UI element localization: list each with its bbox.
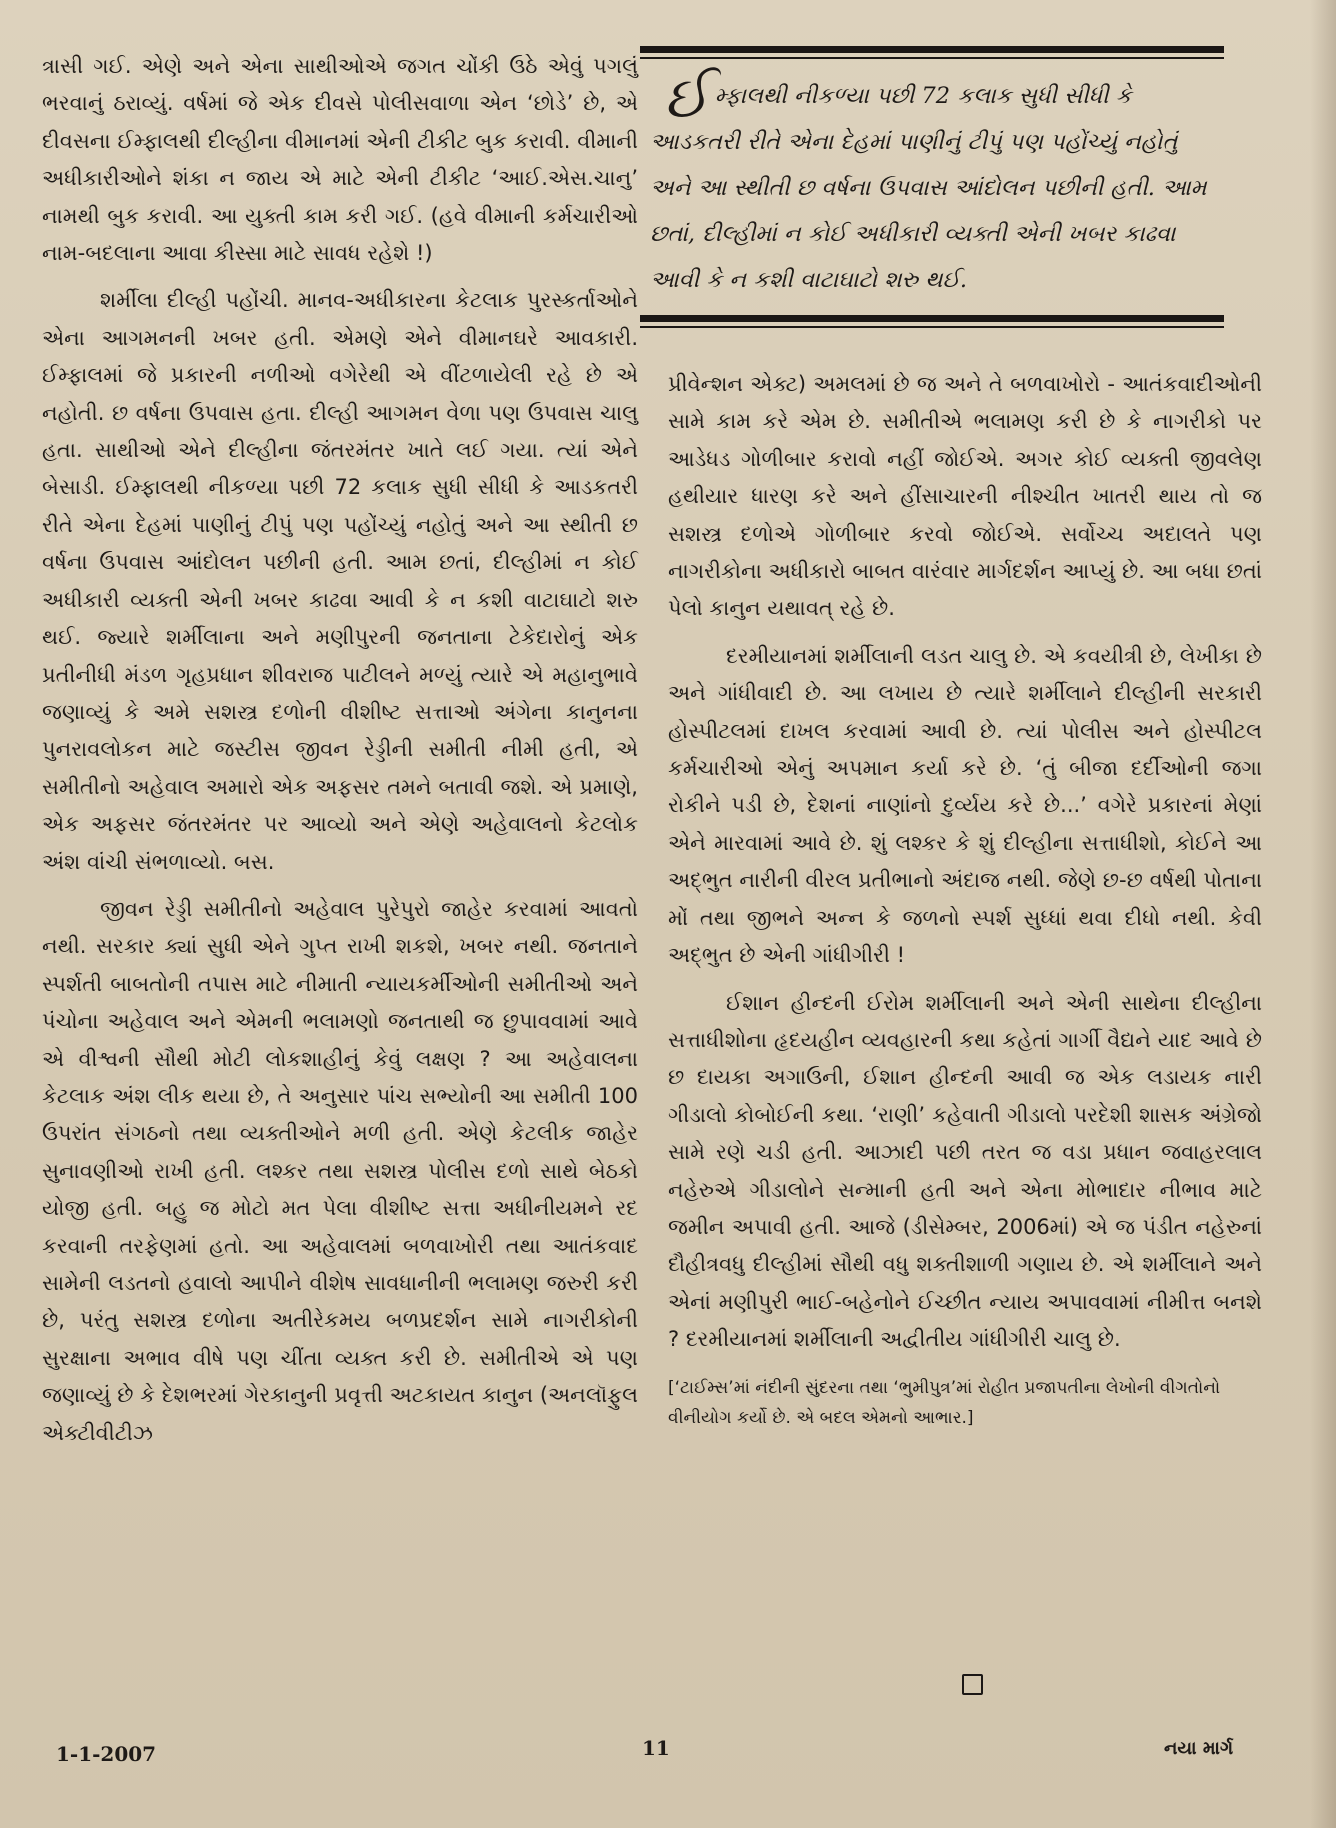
pull-quote-top-thin-rule <box>640 57 1224 59</box>
right-column <box>668 366 1262 1433</box>
magazine-title: નયા માર્ગ <box>1164 1738 1234 1759</box>
pull-quote-box <box>640 46 1224 328</box>
pull-quote-text: મ્ફાલથી નીકળ્યા પછી 72 કલાક સુધી સીધી કે આડકતરી રીતે એના દેહમાં પાણીનું ટીપું પણ પહોંચ્યું નહોતું અને આ સ્થીતી છ વર્ષના ઉપવાસ આંદોલન પછીની હતી. આમ છતાં, દીલ્હીમાં ન કોઈ અધીકારી વ્યક્તી એની ખબર કાઢવા આવી કે ન કશી વાટાઘાટો શરુ થઈ. <box>650 83 1207 293</box>
article-paragraph: જીવન રેડ્ડી સમીતીનો અહેવાલ પુરેપુરો જાહેર કરવામાં આવતો નથી. સરકાર ક્યાં સુધી એને ગુપ્ત રાખી શકશે, ખબર નથી. જનતાને સ્પર્શતી બાબતોની તપાસ માટે નીમાતી ન્યાયકર્મીઓની સમીતીઓ અને પંચોના અહેવાલ અને એમની ભલામણો જનતાથી જ છુપાવવામાં આવે એ વીશ્વની સૌથી મોટી લોકશાહીનું કેવું લક્ષણ ? આ અહેવાલના કેટલાક અંશ લીક થયા છે, તે અનુસાર પાંચ સભ્યોની આ સમીતી 100 ઉપરાંત સંગઠનો તથા વ્યક્તીઓને મળી હતી. એણે કેટલીક જાહેર સુનાવણીઓ રાખી હતી. લશ્કર તથા સશસ્ત્ર પોલીસ દળો સાથે બેઠકો યોજી હતી. બહુ જ મોટો મત પેલા વીશીષ્ટ સત્તા અધીનીયમને રદ કરવાની તરફેણમાં હતો. આ અહેવાલમાં બળવાખોરી તથા આતંકવાદ સામેની લડતનો હવાલો આપીને વીશેષ સાવધાનીની ભલામણ જરુરી કરી છે, પરંતુ સશસ્ત્ર દળોના અતીરેકમય બળપ્રદર્શન સામે નાગરીકોની સુરક્ષાના અભાવ વીષે પણ ચીંતા વ્યક્ત કરી છે. સમીતીએ એ પણ જણાવ્યું છે કે દેશભરમાં ગેરકાનુની પ્રવૃત્તી અટકાયત કાનુન (અનલૉફુલ એક્ટીવીટીઝ <box>42 896 638 1445</box>
pull-quote <box>640 63 1224 303</box>
issue-date: 1-1-2007 <box>56 1742 157 1766</box>
pull-quote-dropcap: ઈ <box>664 63 709 131</box>
article-paragraph: ત્રાસી ગઈ. એણે અને એના સાથીઓએ જગત ચોંકી ઉઠે એવું પગલું ભરવાનું ઠરાવ્યું. વર્ષમાં જે એક દીવસે પોલીસવાળા એન ‘છોડે’ છે, એ દીવસના ઈમ્ફાલથી દીલ્હીના વીમાનમાં એની ટીકીટ બુક કરાવી. વીમાની અધીકારીઓને શંકા ન જાય એ માટે એની ટીકીટ ‘આઈ.એસ.ચાનુ’ નામથી બુક કરાવી. આ યુક્તી કામ કરી ગઈ. (હવે વીમાની કર્મચારીઓ નામ-બદલાના આવા કીસ્સા માટે સાવધ રહેશે !) <box>42 54 638 266</box>
source-credit: [‘ટાઈમ્સ’માં નંદીની સુંદરના તથા ‘ભુમીપુત્ર’માં રોહીત પ્રજાપતીના લેખોની વીગતોનો વીનીયોગ કર્યો છે. એ બદલ એમનો આભાર.] <box>668 1377 1221 1428</box>
pull-quote-bottom-rule <box>640 315 1224 322</box>
left-column <box>42 48 638 1452</box>
article-paragraph: શર્મીલા દીલ્હી પહોંચી. માનવ-અધીકારના કેટલાક પુરસ્કર્તાઓને એના આગમનની ખબર હતી. એમણે એને વીમાનઘરે આવકારી. ઈમ્ફાલમાં જે પ્રકારની નળીઓ વગેરેથી એ વીંટળાયેલી રહે છે એ નહોતી. છ વર્ષના ઉપવાસ હતા. દીલ્હી આગમન વેળા પણ ઉપવાસ ચાલુ હતા. સાથીઓ એને દીલ્હીના જંતરમંતર ખાતે લઈ ગયા. ત્યાં એને બેસાડી. ઈમ્ફાલથી નીકળ્યા પછી 72 કલાક સુધી સીધી કે આડકતરી રીતે એના દેહમાં પાણીનું ટીપું પણ પહોંચ્યું નહોતું અને આ સ્થીતી છ વર્ષના ઉપવાસ આંદોલન પછીની હતી. આમ છતાં, દીલ્હીમાં ન કોઈ અધીકારી વ્યક્તી એની ખબર કાઢવા આવી કે ન કશી વાટાઘાટો શરુ થઈ. જ્યારે શર્મીલાના અને મણીપુરની જનતાના ટેકેદારોનું એક પ્રતીનીધી મંડળ ગૃહપ્રધાન શીવરાજ પાટીલને મળ્યું ત્યારે એ મહાનુભાવે જણાવ્યું કે અમે સશસ્ત્ર દળોની વીશીષ્ટ સત્તાઓ અંગેના કાનુનના પુનરાવલોકન માટે જસ્ટીસ જીવન રેડ્ડીની સમીતી નીમી હતી, એ સમીતીનો અહેવાલ અમારો એક અફસર તમને બતાવી જશે. એ પ્રમાણે, એક અફસર જંતરમંતર પર આવ્યો અને એણે અહેવાલનો કેટલોક અંશ વાંચી સંભળાવ્યો. બસ. <box>42 288 638 874</box>
end-of-article-box-icon <box>962 1674 983 1695</box>
article-paragraph: ઈશાન હીન્દની ઈરોમ શર્મીલાની અને એની સાથેના દીલ્હીના સત્તાધીશોના હૃદયહીન વ્યવહારની કથા કહેતાં ગાર્ગી વૈદ્યને યાદ આવે છે છ દાયકા અગાઉની, ઈશાન હીન્દની આવી જ એક લડાયક નારી ગીડાલો કોબોઈની કથા. ‘રાણી’ કહેવાતી ગીડાલો પરદેશી શાસક અંગ્રેજો સામે રણે ચડી હતી. આઝાદી પછી તરત જ વડા પ્રધાન જવાહરલાલ નહેરુએ ગીડાલોને સન્માની હતી અને એના મોભાદાર નીભાવ માટે જમીન અપાવી હતી. આજે (ડીસેમ્બર, 2006માં) એ જ પંડીત નહેરુનાં દૌહીત્રવધુ દીલ્હીમાં સૌથી વધુ શક્તીશાળી ગણાય છે. એ શર્મીલાને અને એનાં મણીપુરી ભાઈ-બહેનોને ઈચ્છીત ન્યાય અપાવવામાં નીમીત્ત બનશે ? દરમીયાનમાં શર્મીલાની અદ્વીતીય ગાંધીગીરી ચાલુ છે. <box>668 990 1262 1352</box>
page-number: 11 <box>642 1736 670 1760</box>
article-paragraph: દરમીયાનમાં શર્મીલાની લડત ચાલુ છે. એ કવયીત્રી છે, લેખીકા છે અને ગાંધીવાદી છે. આ લખાય છે ત્યારે શર્મીલાને દીલ્હીની સરકારી હોસ્પીટલમાં દાખલ કરવામાં આવી છે. ત્યાં પોલીસ અને હોસ્પીટલ કર્મચારીઓ એનું અપમાન કર્યા કરે છે. ‘તું બીજા દર્દીઓની જગા રોકીને પડી છે, દેશનાં નાણાંનો દુર્વ્યય કરે છે...’ વગેરે પ્રકારનાં મેણાં એને મારવામાં આવે છે. શું લશ્કર કે શું દીલ્હીના સત્તાધીશો, કોઈને આ અદ્ભુત નારીની વીરલ પ્રતીભાનો અંદાજ નથી. જેણે છ-છ વર્ષથી પોતાના મોં તથા જીભને અન્ન કે જળનો સ્પર્શ સુધ્ધાં થવા દીધો નથી. કેવી અદ્ભુત છે એની ગાંધીગીરી ! <box>668 643 1262 968</box>
page-edge-shadow <box>1310 0 1336 1828</box>
pull-quote-top-rule <box>640 46 1224 53</box>
article-paragraph: પ્રીવેન્શન એક્ટ) અમલમાં છે જ અને તે બળવાખોરો - આતંકવાદીઓની સામે કામ કરે એમ છે. સમીતીએ ભલામણ કરી છે કે નાગરીકો પર આડેધડ ગોળીબાર કરાવો નહીં જોઈએ. અગર કોઈ વ્યક્તી જીવલેણ હથીયાર ધારણ કરે અને હીંસાચારની નીશ્ચીત ખાતરી થાય તો જ સશસ્ત્ર દળોએ ગોળીબાર કરવો જોઈએ. સર્વોચ્ચ અદાલતે પણ નાગરીકોના અધીકારો બાબત વારંવાર માર્ગદર્શન આપ્યું છે. આ બધા છતાં પેલો કાનુન યથાવત્ રહે છે. <box>668 372 1262 621</box>
pull-quote-bottom-thin-rule <box>640 326 1224 328</box>
